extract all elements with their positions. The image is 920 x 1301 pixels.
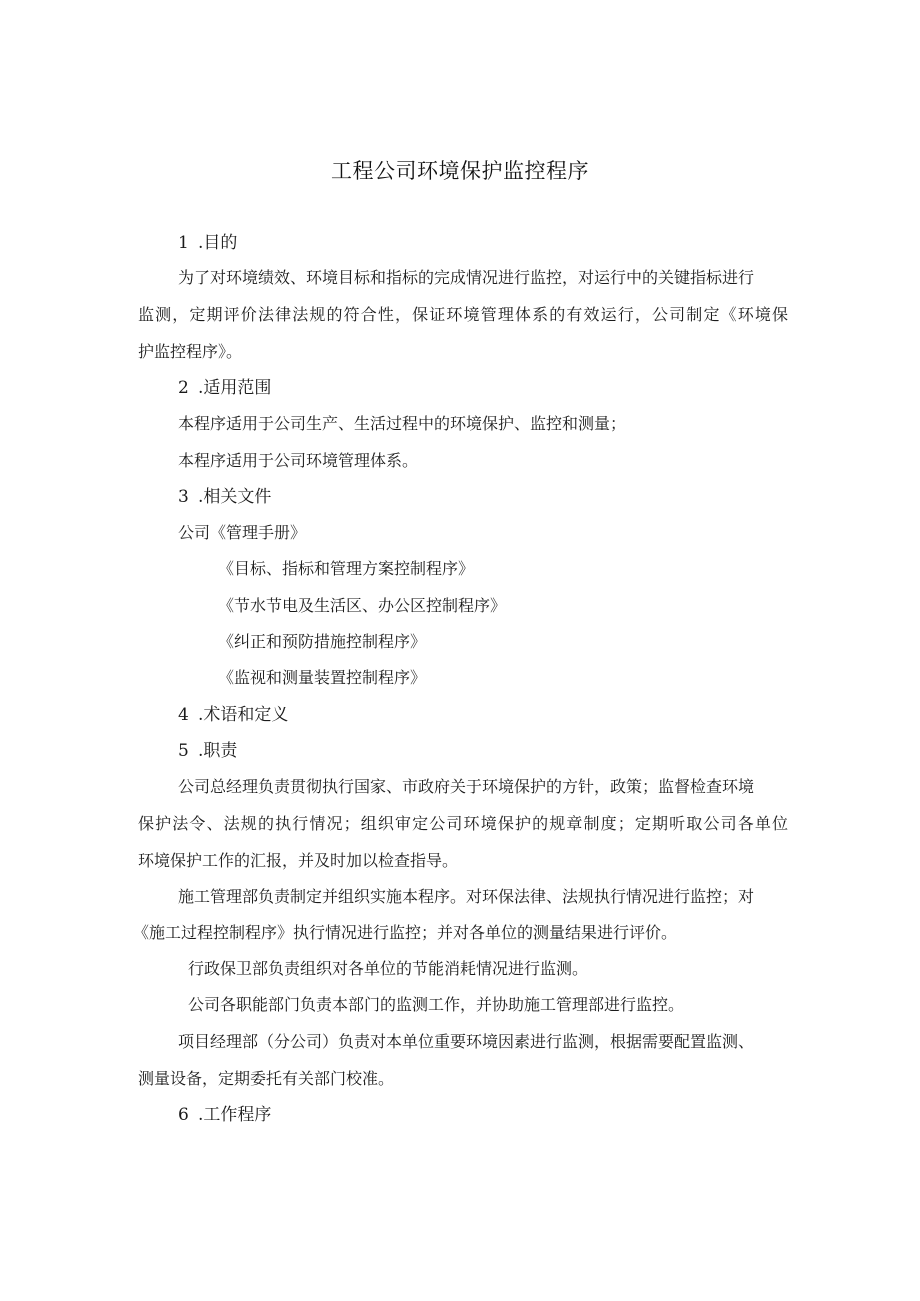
doc-item: 《纠正和预防措施控制程序》 (218, 632, 427, 651)
doc-manual: 公司《管理手册》 (178, 523, 307, 542)
section-heading-purpose (178, 232, 237, 254)
section-number: 1 (178, 233, 189, 253)
duties-p1-line-1: 公司总经理负责贯彻执行国家、市政府关于环境保护的方针，政策；监督检查环境 (178, 777, 755, 796)
duties-p4: 公司各职能部门负责本部门的监测工作，并协助施工管理部进行监控。 (188, 995, 685, 1014)
duties-p3: 行政保卫部负责组织对各单位的节能消耗情况进行监测。 (188, 959, 589, 978)
section-number: 3 (178, 487, 189, 507)
section-heading-procedure (178, 1104, 271, 1126)
duties-p1-line-2: 保护法令、法规的执行情况；组织审定公司环境保护的规章制度；定期听取公司各单位 (138, 814, 788, 833)
document-title: 工程公司环境保护监控程序 (331, 159, 589, 183)
section-heading-documents (178, 486, 271, 508)
section-number: 2 (178, 378, 189, 398)
doc-item: 《节水节电及生活区、办公区控制程序》 (218, 596, 507, 615)
section-title: .适用范围 (198, 378, 272, 398)
section-heading-terms (178, 704, 288, 726)
purpose-line-1: 为了对环境绩效、环境目标和指标的完成情况进行监控，对运行中的关键指标进行 (178, 268, 755, 287)
section-heading-duties (178, 740, 237, 762)
duties-p2-line-2: 《施工过程控制程序》执行情况进行监控；并对各单位的测量结果进行评价。 (133, 923, 678, 942)
scope-line-1: 本程序适用于公司生产、生活过程中的环境保护、监控和测量； (178, 414, 627, 433)
section-number: 5 (178, 741, 189, 761)
section-number: 4 (178, 705, 189, 725)
section-heading-scope (178, 377, 271, 399)
section-title: .目的 (198, 233, 238, 253)
duties-p2-line-1: 施工管理部负责制定并组织实施本程序。对环保法律、法规执行情况进行监控；对 (178, 887, 755, 906)
section-number: 6 (178, 1105, 189, 1125)
duties-p1-line-3: 环境保护工作的汇报，并及时加以检查指导。 (138, 851, 459, 870)
duties-p5-line-2: 测量设备，定期委托有关部门校准。 (138, 1069, 395, 1088)
section-title: .术语和定义 (198, 705, 289, 725)
purpose-line-3: 护监控程序》。 (138, 342, 243, 361)
section-title: .工作程序 (198, 1105, 272, 1125)
scope-line-2: 本程序适用于公司环境管理体系。 (178, 451, 419, 470)
doc-item: 《目标、指标和管理方案控制程序》 (218, 559, 475, 578)
duties-p5-line-1: 项目经理部（分公司）负责对本单位重要环境因素进行监测，根据需要配置监测、 (178, 1032, 755, 1051)
section-title: .相关文件 (198, 487, 272, 507)
purpose-line-2: 监测，定期评价法律法规的符合性，保证环境管理体系的有效运行，公司制定《环境保 (138, 305, 788, 324)
section-title: .职责 (198, 741, 238, 761)
doc-item: 《监视和测量装置控制程序》 (218, 668, 427, 687)
